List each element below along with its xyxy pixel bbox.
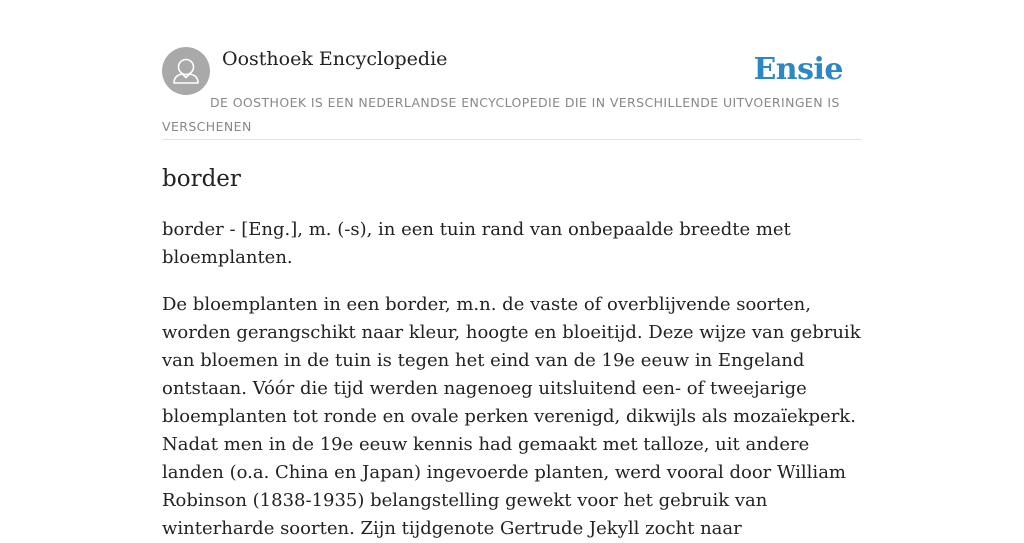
brand-logo[interactable]: Ensie: [753, 52, 843, 87]
source-header: [162, 47, 862, 140]
article-paragraph-body: De bloemplanten in een border, m.n. de vaste of overblijvende soorten, worden gerangschikt naar kleur, hoogte en bloeitijd. Deze wijze van gebruik van bloemen in de tuin is tegen het eind van de 19e eeuw in Engeland ontstaan. Vóór die tijd werden nagenoeg uitsluitend een- of tweejarige bloemplanten tot ronde en ovale perken verenigd, dikwijls als mozaïekperk. Nadat men in de 19e eeuw kennis had gemaakt met talloze, uit andere landen (o.a. China en Japan) ingevoerde planten, werd vooral door William Robinson (1838-1935) belangstelling gewekt voor het gebruik van winterharde soorten. Zijn tijdgenote Gertrude Jekyll zocht naar: [162, 294, 861, 539]
source-name-link[interactable]: Oosthoek Encyclopedie: [222, 48, 448, 70]
source-avatar[interactable]: [162, 47, 210, 95]
article-paragraph-definition: border - [Eng.], m. (-s), in een tuin rand van onbepaalde breedte met bloemplanten.: [162, 219, 791, 268]
article-title: border: [162, 166, 241, 192]
page: [162, 0, 862, 543]
source-description: DE OOSTHOEK IS EEN NEDERLANDSE ENCYCLOPEDIE DIE IN VERSCHILLENDE UITVOERINGEN IS VERSCHENEN: [162, 95, 840, 134]
user-avatar-icon: [162, 47, 210, 95]
article: [162, 164, 862, 543]
